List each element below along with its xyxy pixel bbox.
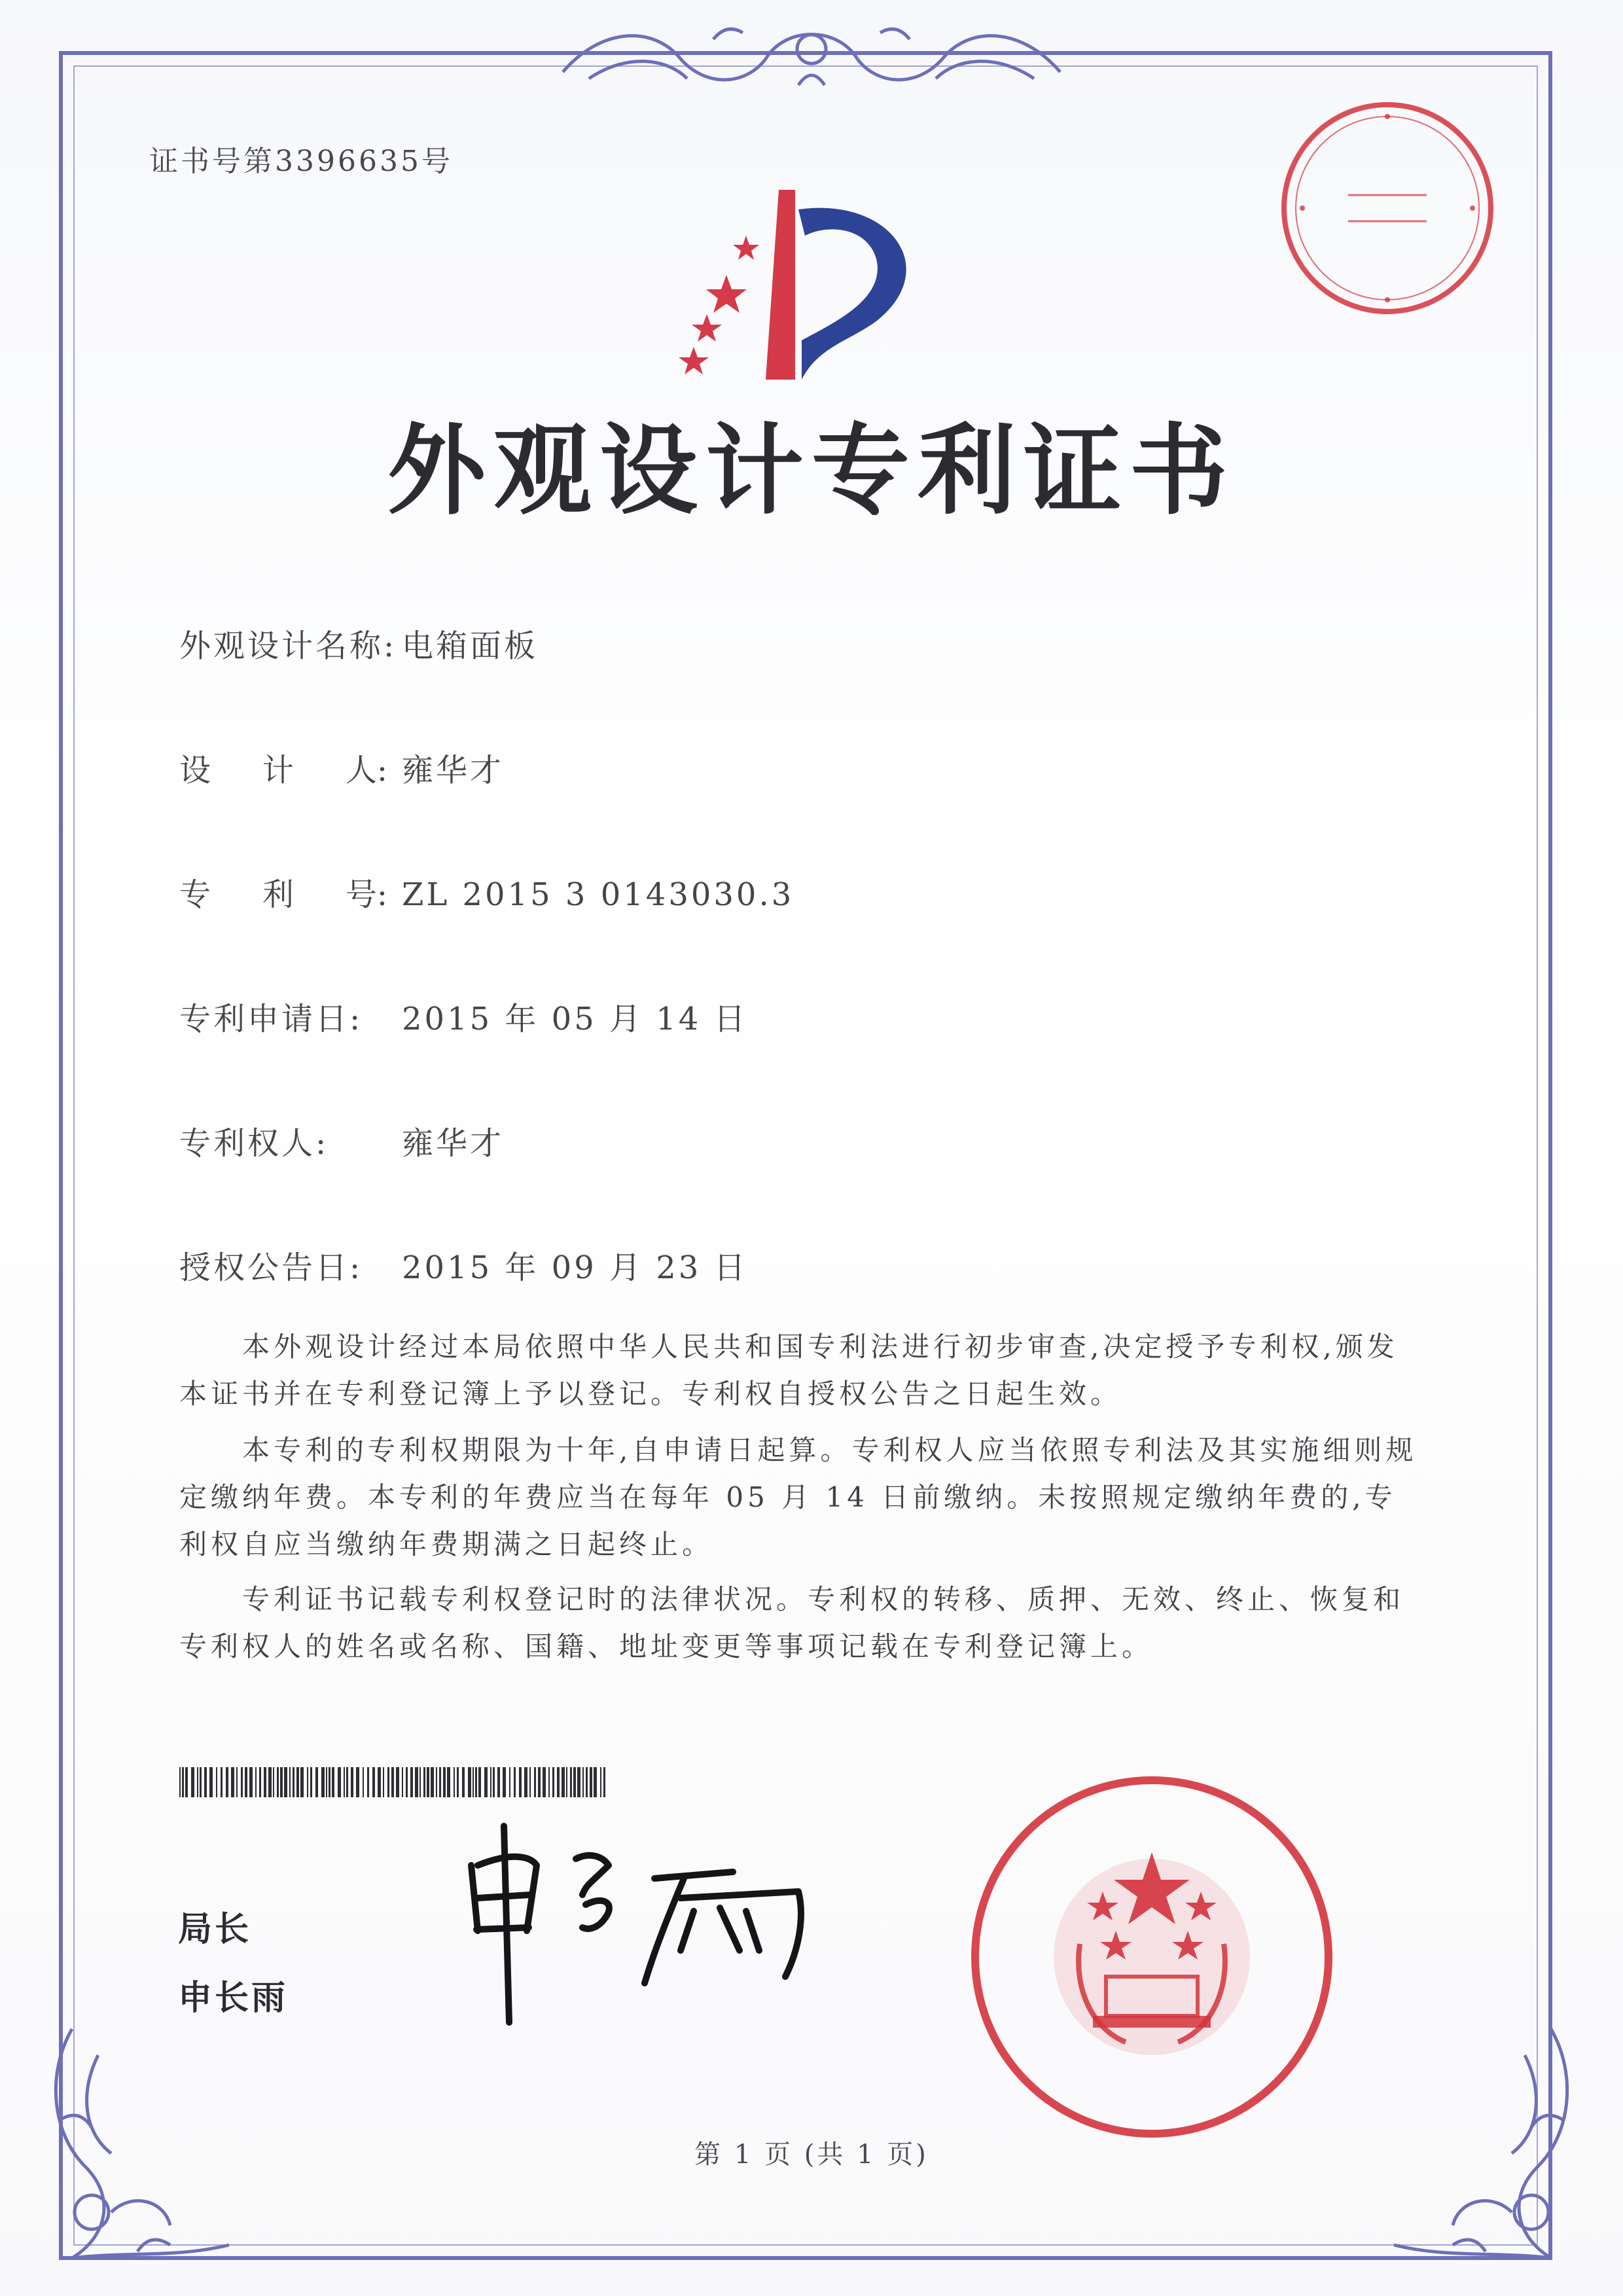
grant-date-label: 授权公告日: [179, 1249, 363, 1286]
application-date-value: 2015 年 05 月 14 日 [402, 1001, 748, 1037]
director-name: 申长雨 [178, 1979, 289, 2018]
designer-value: 雍华才 [402, 752, 505, 789]
director-role: 局长 [178, 1910, 252, 1949]
sipo-logo-icon [668, 183, 942, 393]
patentee-field [179, 1118, 504, 1163]
patent-number-label: 专 利 号: [179, 876, 387, 913]
handwritten-signature-icon [458, 1820, 825, 2029]
design-name-value: 电箱面板 [402, 628, 539, 664]
page-footer: 第 1 页 (共 1 页) [694, 2140, 929, 2170]
design-name-field [179, 620, 538, 666]
application-date-field [179, 994, 748, 1039]
certificate-number: 证书号第3396635号 [149, 145, 453, 178]
top-ornament-icon [550, 13, 1073, 105]
tax-stamp-seal-icon [1276, 97, 1499, 319]
patent-number-value: ZL 2015 3 0143030.3 [402, 876, 794, 913]
body-paragraph: 本专利的专利权期限为十年,自申请日起算。专利权人应当依照专利法及其实施细则规定缴纳年费。本专利的年费应当在每年 05 月 14 日前缴纳。未按照规定缴纳年费的,专利权自应当缴纳年费期满之日起终止。 [179, 1434, 1418, 1560]
grant-date-field [179, 1242, 748, 1287]
barcode-icon [179, 1767, 611, 1797]
patentee-label: 专利权人: [179, 1125, 329, 1162]
application-date-label: 专利申请日: [179, 1001, 363, 1037]
grant-date-value: 2015 年 09 月 23 日 [402, 1249, 748, 1286]
design-name-label: 外观设计名称: [179, 628, 397, 664]
sipo-official-seal-icon [962, 1767, 1342, 2147]
certificate-title: 外观设计专利证书 [387, 414, 1236, 528]
body-paragraph: 本外观设计经过本局依照中华人民共和国专利法进行初步审查,决定授予专利权,颁发本证书并在专利登记簿上予以登记。专利权自授权公告之日起生效。 [179, 1331, 1399, 1410]
patent-number-field [179, 869, 794, 914]
patentee-value: 雍华才 [402, 1125, 505, 1162]
body-paragraph: 专利证书记载专利权登记时的法律状况。专利权的转移、质押、无效、终止、恢复和专利权人的姓名或名称、国籍、地址变更等事项记载在专利登记簿上。 [179, 1583, 1405, 1662]
designer-field [179, 745, 504, 790]
designer-label: 设 计 人: [179, 752, 387, 789]
